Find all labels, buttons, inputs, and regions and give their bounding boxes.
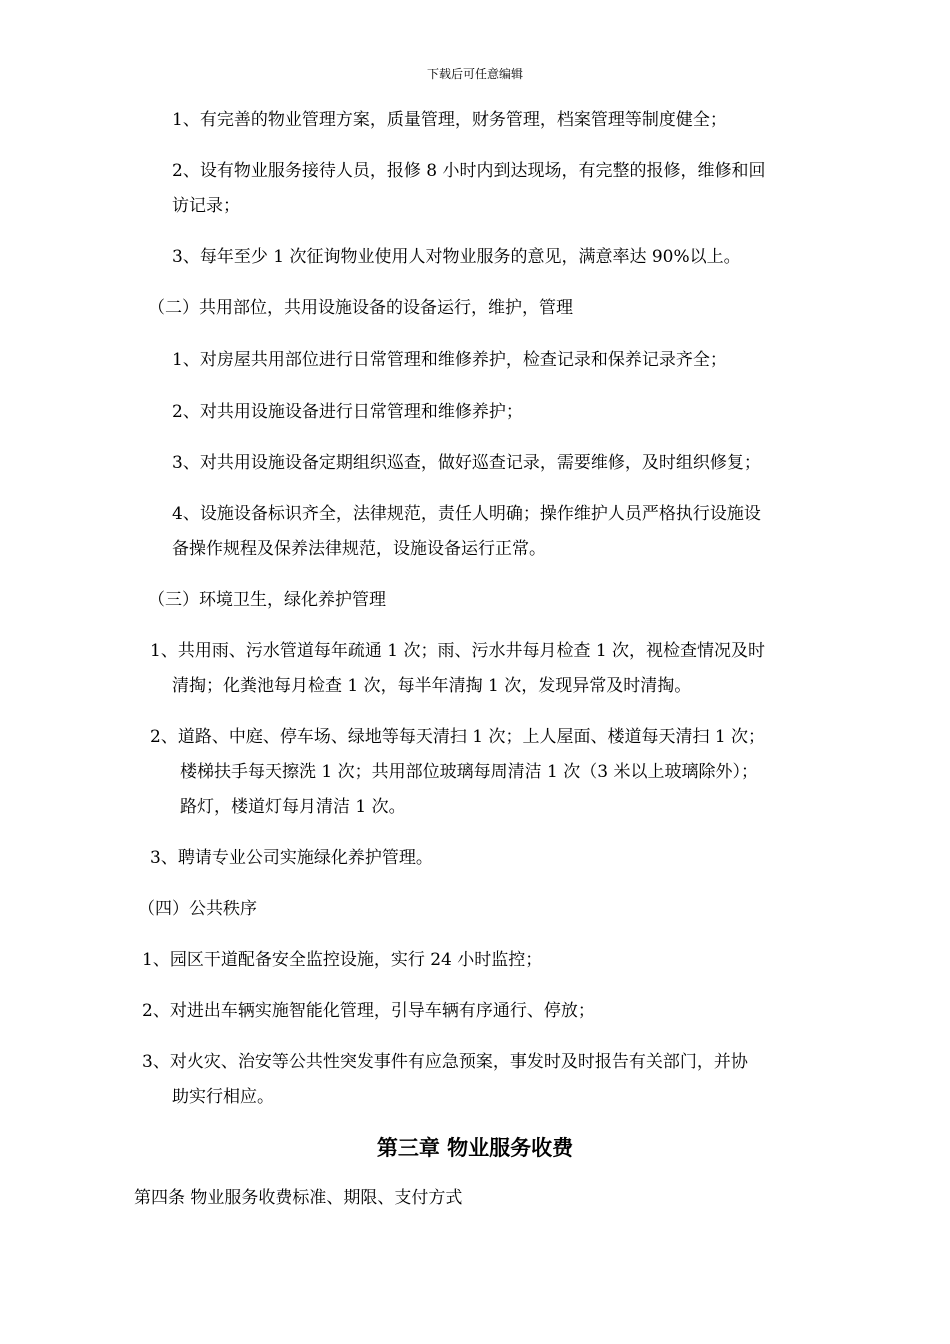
section-heading-4: （四）公共秩序 <box>138 899 257 919</box>
article-heading: 第四条 物业服务收费标准、期限、支付方式 <box>134 1188 463 1208</box>
paragraph-9-line-1: 2、道路、中庭、停车场、绿地等每天清扫 1 次；上人屋面、楼道每天清扫 1 次； <box>150 727 766 747</box>
paragraph-2-line-1: 2、设有物业服务接待人员，报修 8 小时内到达现场，有完整的报修，维修和回 <box>172 161 766 181</box>
paragraph-9-line-3: 路灯，楼道灯每月清洁 1 次。 <box>180 797 406 817</box>
paragraph-3: 3、每年至少 1 次征询物业使用人对物业服务的意见，满意率达 90%以上。 <box>172 247 741 267</box>
page-header: 下载后可任意编辑 <box>426 67 523 81</box>
paragraph-10: 3、聘请专业公司实施绿化养护管理。 <box>150 848 433 868</box>
paragraph-11: 1、园区干道配备安全监控设施，实行 24 小时监控； <box>142 950 543 970</box>
paragraph-9-line-2: 楼梯扶手每天擦洗 1 次；共用部位玻璃每周清洁 1 次（3 米以上玻璃除外）； <box>180 762 758 782</box>
section-heading-3: （三）环境卫生，绿化养护管理 <box>148 590 386 610</box>
chapter-title: 第三章 物业服务收费 <box>376 1136 574 1160</box>
section-heading-2: （二）共用部位，共用设施设备的设备运行，维护，管理 <box>148 298 573 318</box>
paragraph-8-line-2: 清掏；化粪池每月检查 1 次，每半年清掏 1 次，发现异常及时清掏。 <box>172 676 692 696</box>
paragraph-5: 2、对共用设施设备进行日常管理和维修养护； <box>172 402 523 422</box>
paragraph-1: 1、有完善的物业管理方案，质量管理，财务管理，档案管理等制度健全； <box>172 110 727 130</box>
paragraph-13-line-2: 助实行相应。 <box>172 1087 274 1107</box>
paragraph-2-line-2: 访记录； <box>172 196 240 216</box>
paragraph-13-line-1: 3、对火灾、治安等公共性突发事件有应急预案，事发时及时报告有关部门，并协 <box>142 1052 748 1072</box>
paragraph-12: 2、对进出车辆实施智能化管理，引导车辆有序通行、停放； <box>142 1001 595 1021</box>
paragraph-6: 3、对共用设施设备定期组织巡查，做好巡查记录，需要维修，及时组织修复； <box>172 453 761 473</box>
paragraph-7-line-1: 4、设施设备标识齐全，法律规范，责任人明确；操作维护人员严格执行设施设 <box>172 504 761 524</box>
paragraph-4: 1、对房屋共用部位进行日常管理和维修养护，检查记录和保养记录齐全； <box>172 350 727 370</box>
paragraph-7-line-2: 备操作规程及保养法律规范，设施设备运行正常。 <box>172 539 546 559</box>
paragraph-8-line-1: 1、共用雨、污水管道每年疏通 1 次；雨、污水井每月检查 1 次，视检查情况及时 <box>150 641 766 661</box>
